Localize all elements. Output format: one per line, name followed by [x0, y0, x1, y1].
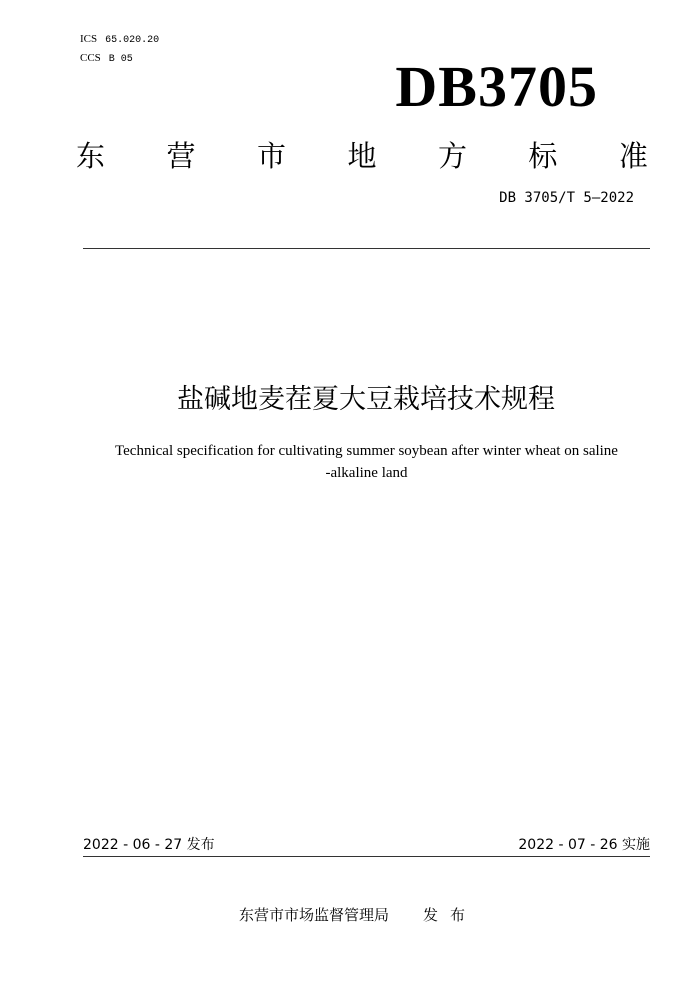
title-english	[83, 440, 650, 484]
ics-label: ICS	[80, 33, 98, 45]
standard-type-char: 标	[528, 138, 558, 173]
standard-type-char: 地	[347, 138, 377, 173]
standard-type-char: 方	[437, 138, 467, 173]
title-english-line-1: Technical specification for cultivating summer soybean after winter wheat on saline	[115, 443, 618, 459]
implementation-date: 2022 - 07 - 26 实施	[518, 837, 650, 853]
title-english-line-2: -alkaline land	[325, 465, 408, 481]
standard-type-char: 营	[166, 138, 196, 173]
ics-classification	[80, 33, 159, 46]
ccs-label: CCS	[80, 52, 101, 64]
standard-type-char: 东	[76, 138, 106, 173]
title-chinese: 盐碱地麦茬夏大豆栽培技术规程	[177, 384, 555, 415]
issuer-action: 发布	[423, 906, 478, 924]
standard-type-char: 准	[618, 138, 648, 173]
standard-number: DB 3705/T 5—2022	[499, 190, 634, 206]
bottom-divider	[83, 856, 650, 857]
standard-type-char: 市	[256, 138, 286, 173]
standard-code: DB3705	[395, 54, 598, 119]
issuer-name: 东营市市场监督管理局	[238, 906, 389, 924]
ccs-value: B 05	[108, 54, 133, 65]
issuer-line	[0, 904, 700, 925]
ccs-classification	[80, 52, 133, 65]
ics-value: 65.020.20	[105, 35, 160, 46]
release-date: 2022 - 06 - 27 发布	[83, 837, 215, 853]
standard-type	[76, 134, 648, 174]
top-divider	[83, 248, 650, 249]
